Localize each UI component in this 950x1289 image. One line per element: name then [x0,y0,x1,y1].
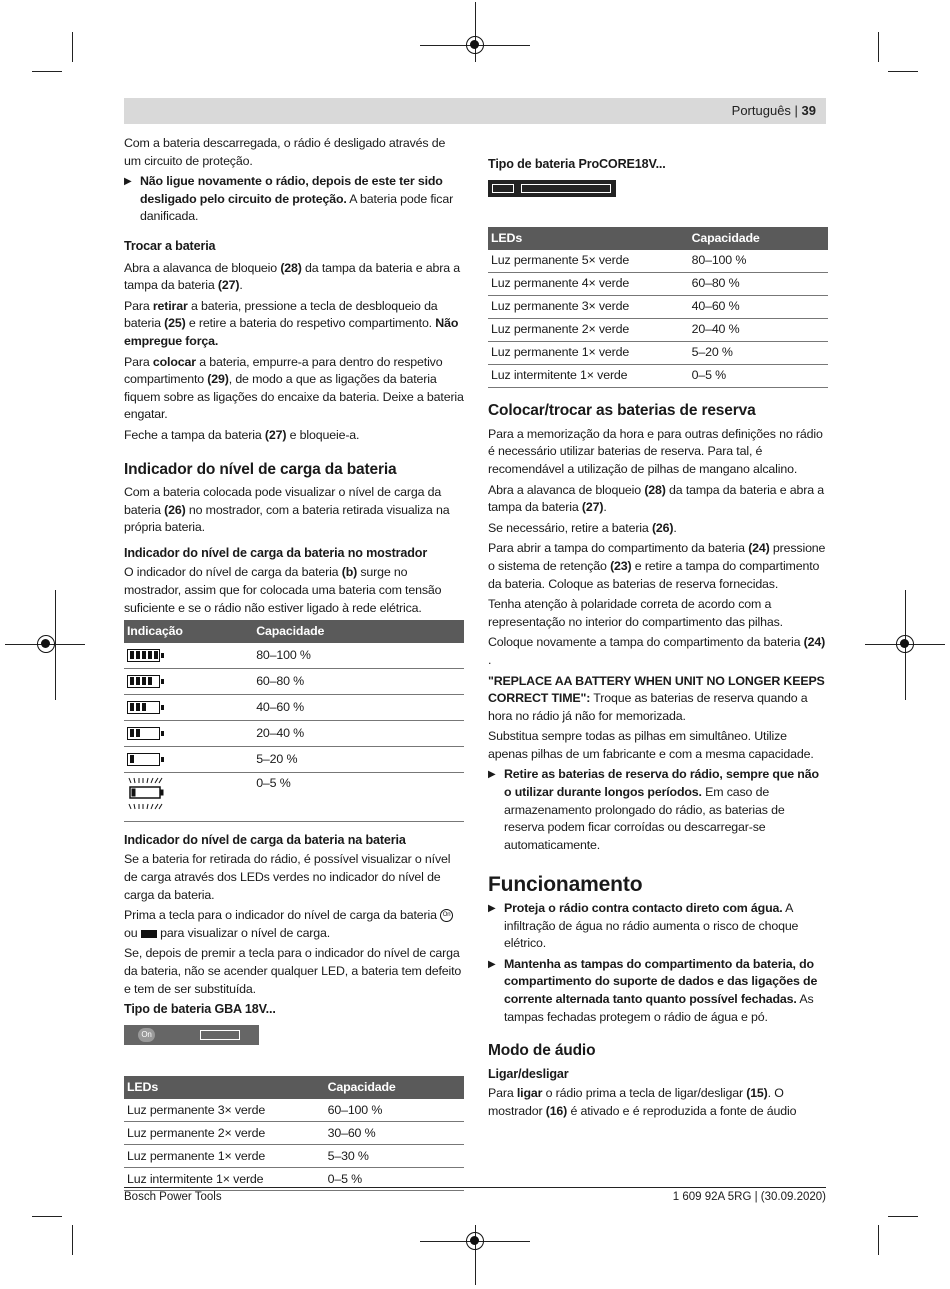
paragraph: Se, depois de premir a tecla para o indicador do nível de carga da bateria, não se acender qualquer LED, a bateria tem defeito e tem de ser substituída. [124,946,462,996]
paragraph: Prima a tecla para o indicador do nível de carga da bateria On ou para visualizar o nível de carga. [124,907,464,942]
warning-bullet: ▶ Mantenha as tampas do compartimento da bateria, do compartimento do suporte de dados e das ligações de corrente alternada tanto quanto possível fechadas. As tampas fechadas protegem o rádio de água e pó. [488,956,828,1026]
battery-1-bar-icon [127,753,160,766]
paragraph: Tenha atenção à polaridade correta de acordo com a representação no interior do compartimento das pilhas. [488,597,783,629]
battery-2-bars-icon [127,727,160,740]
registration-mark-icon [466,36,484,54]
table-row: Luz permanente 4× verde 60–80 % [488,273,828,296]
page-number: 39 [801,103,816,118]
header-language: Português [731,103,791,118]
table-row: 5–20 % [124,747,464,773]
crop-mark [72,1225,73,1255]
section-heading-funcionamento: Funcionamento [488,873,643,897]
section-heading-reserva: Colocar/trocar as baterias de reserva [488,402,756,420]
paragraph: Para colocar a bateria, empurre-a para dentro do respetivo compartimento (29), de modo a que as ligações da bateria fiquem sobre as ligações do encaixe da bateria. Deixe a bateria engatar. [124,354,464,422]
registration-mark-icon [466,1232,484,1250]
paragraph: Se necessário, retire a bateria (26). [488,520,677,535]
battery-icon [492,184,514,193]
registration-mark-icon [896,635,914,653]
header-text: Português | 39 [731,103,816,118]
crop-mark [888,1216,918,1217]
table-row: 60–80 % [124,669,464,695]
paragraph: Coloque novamente a tampa do compartimento da bateria (24) . [488,635,826,667]
crop-mark [878,32,879,62]
table-row: Luz intermitente 1× verde 0–5 % [488,365,828,388]
warning-bold: Não ligue novamente o rádio, depois de este ter sido desligado pelo circuito de proteção. [140,174,443,206]
paragraph: Para a memorização da hora e para outras definições no rádio é necessário utilizar baterias de reserva. Para tal, é recomendável a utilização de pilhas de mangano alcalino. [488,426,823,476]
footer-doc-number: 1 609 92A 5RG | (30.09.2020) [672,1191,826,1203]
on-button-icon: On [138,1028,155,1042]
right-column [488,156,828,1124]
table-row: Luz permanente 1× verde 5–20 % [488,342,828,365]
subheading-ligar: Ligar/desligar [488,1066,569,1081]
table-row: Luz intermitente 1× verde 0–5 % [124,1168,464,1191]
table-header: Capacidade [253,620,464,643]
warning-bullet [124,173,464,226]
table-row: Luz permanente 2× verde 20–40 % [488,319,828,342]
procore-table [488,227,828,388]
table-row: Luz permanente 3× verde 60–100 % [124,1099,464,1122]
gba-led-panel [124,1025,259,1045]
crop-mark [888,71,918,72]
table-header: LEDs [488,227,689,250]
battery-blinking-icon [127,775,169,813]
paragraph: "REPLACE AA BATTERY WHEN UNIT NO LONGER KEEPS CORRECT TIME": Troque as baterias de reserva quando a hora no rádio já não for memorizada. [488,673,825,723]
table-row: 20–40 % [124,721,464,747]
paragraph: Feche a tampa da bateria (27) e bloqueie-a. [124,427,360,442]
paragraph: Para abrir a tampa do compartimento da bateria (24) pressione o sistema de retenção (23) e retire a tampa do compartimento da bateria. Coloque as baterias de reserva fornecidas. [488,541,826,591]
warning-bullet: ▶ Proteja o rádio contra contacto direto com água. A infiltração de água no rádio aumenta o risco de choque elétrico. [488,900,828,953]
crop-mark [32,71,62,72]
table-row: Luz permanente 5× verde 80–100 % [488,250,828,273]
paragraph: Para ligar o rádio prima a tecla de ligar/desligar (15). O mostrador (16) é ativado e é reproduzida a fonte de áudio [488,1086,797,1118]
subheading-mostrador: Indicador do nível de carga da bateria no mostrador [124,545,428,560]
registration-mark-icon [37,635,55,653]
table-row: Luz permanente 2× verde 30–60 % [124,1122,464,1145]
paragraph: Abra a alavanca de bloqueio (28) da tampa da bateria e abra a tampa da bateria (27). [488,482,824,515]
table-row: 40–60 % [124,695,464,721]
footer-brand: Bosch Power Tools [124,1191,222,1203]
paragraph: O indicador do nível de carga da bateria (b) surge no mostrador, assim que for colocada uma bateria com tensão suficiente e se o rádio não estiver ligado à rede elétrica. [124,565,442,615]
table-row: 80–100 % [124,643,464,669]
warning-bullet: ▶ Retire as baterias de reserva do rádio, sempre que não o utilizar durante longos períodos. Em caso de armazenamento prolongado do rádio, as baterias de reserva podem ficar corroídas ou descarregar-se automaticamente. [488,766,828,854]
footer-rule [124,1187,826,1188]
warning-text: A bateria pode ficar danificada. [140,191,454,224]
battery-full-icon [127,649,160,662]
section-heading-audio: Modo de áudio [488,1042,596,1060]
crop-mark [32,1216,62,1217]
subheading-procore: Tipo de bateria ProCORE18V... [488,157,666,171]
battery-led-icon [521,184,611,193]
page-header [124,98,826,124]
crop-mark [878,1225,879,1255]
paragraph: Com a bateria descarregada, o rádio é desligado através de um circuito de proteção. [124,136,446,168]
subheading-gba: Tipo de bateria GBA 18V... [124,1002,276,1017]
paragraph: Com a bateria colocada pode visualizar o nível de carga da bateria (26) no mostrador, com a bateria retirada visualiza na própria bateria. [124,485,450,535]
paragraph: Se a bateria for retirada do rádio, é possível visualizar o nível de carga através dos LEDs verdes no indicador do nível de carga da bateria. [124,852,451,902]
battery-3-bars-icon [127,701,160,714]
paragraph: Abra a alavanca de bloqueio (28) da tampa da bateria e abra a tampa da bateria (27). [124,260,460,293]
gba-table [124,1076,464,1191]
battery-4-bars-icon [127,675,160,688]
section-heading-indicador: Indicador do nível de carga da bateria [124,460,397,478]
table-header: LEDs [124,1076,325,1099]
subheading-na-bateria: Indicador do nível de carga da bateria na bateria [124,832,406,847]
crop-mark [55,590,56,700]
paragraph: Substitua sempre todas as pilhas em simultâneo. Utilize apenas pilhas de um fabricante e com a mesma capacidade. [488,729,814,761]
table-row: 0–5 % [124,773,464,822]
table-row: Luz permanente 1× verde 5–30 % [124,1145,464,1168]
battery-led-icon [200,1030,240,1040]
procore-led-panel [488,180,616,197]
battery-button-icon [141,930,157,938]
indicator-table [124,620,464,822]
gba-battery-graphic [124,1025,464,1051]
on-button-icon: On [440,909,453,922]
procore-battery-graphic [488,180,828,201]
table-header: Capacidade [689,227,828,250]
table-header: Capacidade [325,1076,464,1099]
left-column [124,135,464,1191]
table-row: Luz permanente 3× verde 40–60 % [488,296,828,319]
subheading-trocar: Trocar a bateria [124,238,216,253]
crop-mark [72,32,73,62]
table-header: Indicação [124,620,253,643]
paragraph: Para retirar a bateria, pressione a tecla de desbloqueio da bateria (25) e retire a bateria do respetivo compartimento. Não empregue força. [124,298,459,348]
